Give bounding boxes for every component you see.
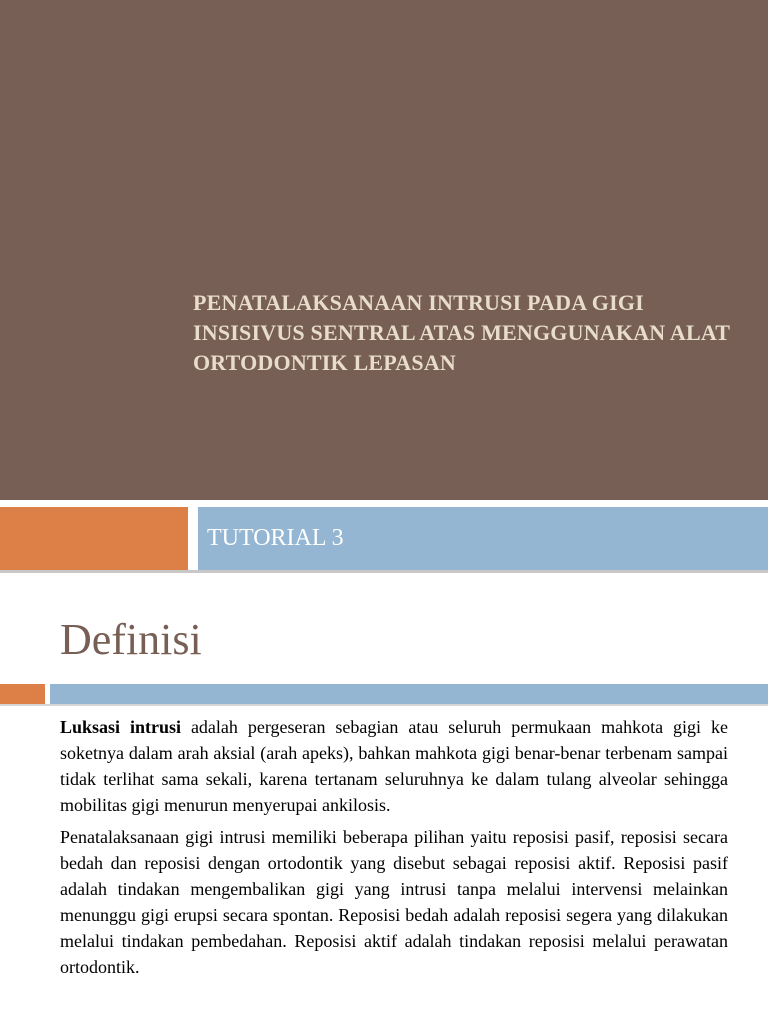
definition-paragraph	[60, 714, 728, 818]
slide-divider	[0, 570, 768, 573]
slide-subtitle: TUTORIAL 3	[207, 525, 344, 551]
heading-bar-orange	[0, 684, 45, 704]
accent-bar-orange	[0, 507, 188, 570]
heading-divider	[0, 704, 768, 706]
definition-text: adalah pergeseran sebagian atau seluruh permukaan mahkota gigi ke soketnya dalam arah aksial (arah apeks), bahkan mahkota gigi benar-benar terbenam sampai tidak terlihat sama sekali, karena tertanam seluruhnya ke dalam tulang alveolar sehingga mobilitas gigi menurun menyerupai ankilosis.	[60, 717, 728, 815]
heading-bar-blue	[50, 684, 768, 704]
slide-title: PENATALAKSANAAN INTRUSI PADA GIGI INSISIVUS SENTRAL ATAS MENGGUNAKAN ALAT ORTODONTIK LEPASAN	[193, 290, 730, 375]
title-background	[0, 0, 768, 500]
definition-term: Luksasi intrusi	[60, 717, 181, 737]
section-heading: Definisi	[60, 615, 202, 664]
treatment-paragraph: Penatalaksanaan gigi intrusi memiliki beberapa pilihan yaitu reposisi pasif, reposisi secara bedah dan reposisi dengan ortodontik yang disebut sebagai reposisi aktif. Reposisi pasif adalah tindakan mengembalikan gigi yang intrusi tanpa melalui intervensi melainkan menunggu gigi erupsi secara spontan. Reposisi bedah adalah reposisi segera yang dilakukan melalui tindakan pembedahan. Reposisi aktif adalah tindakan reposisi melalui perawatan ortodontik.	[60, 827, 728, 977]
definition-body	[60, 714, 728, 986]
